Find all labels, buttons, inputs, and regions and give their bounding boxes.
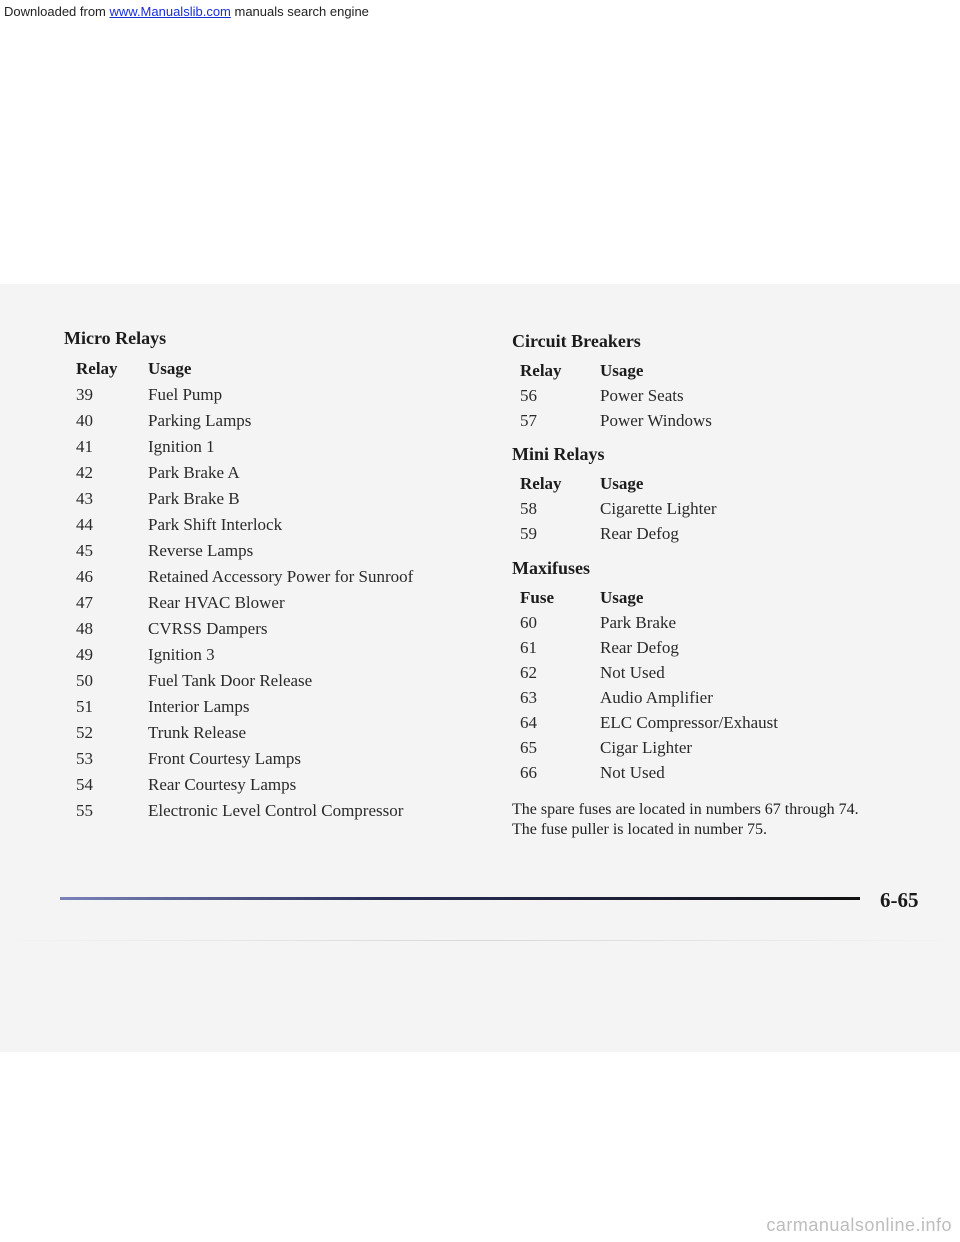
relay-usage: Retained Accessory Power for Sunroof xyxy=(148,567,414,586)
relay-usage: Power Seats xyxy=(600,386,684,405)
circuit-breakers-section xyxy=(512,331,912,431)
table-header xyxy=(64,353,464,379)
table-row xyxy=(64,743,464,769)
header-prefix: Downloaded from xyxy=(4,4,110,19)
fuse-number: 62 xyxy=(520,663,537,682)
fuse-number: 63 xyxy=(520,688,537,707)
relay-usage: Park Brake B xyxy=(148,489,240,508)
table-row xyxy=(64,379,464,405)
col-relay-header: Relay xyxy=(520,474,562,493)
relay-number: 50 xyxy=(76,671,93,690)
micro-relays-section xyxy=(64,328,464,821)
relay-usage: Fuel Tank Door Release xyxy=(148,671,313,690)
relay-number: 43 xyxy=(76,489,93,508)
micro-relays-rows xyxy=(64,379,464,821)
relay-usage: Ignition 1 xyxy=(148,437,215,456)
fuse-usage: Not Used xyxy=(600,663,665,682)
fuse-usage: Park Brake xyxy=(600,613,677,632)
table-header xyxy=(512,583,912,608)
table-row xyxy=(64,483,464,509)
table-header xyxy=(512,469,912,494)
col-usage-header: Usage xyxy=(600,588,644,607)
relay-usage: Rear HVAC Blower xyxy=(148,593,285,612)
col-usage-header: Usage xyxy=(600,474,644,493)
table-row xyxy=(64,431,464,457)
relay-usage: Electronic Level Control Compressor xyxy=(148,801,404,820)
table-row xyxy=(512,608,912,633)
relay-usage: Rear Courtesy Lamps xyxy=(148,775,297,794)
relay-number: 47 xyxy=(76,593,93,612)
relay-number: 39 xyxy=(76,385,93,404)
relay-usage: Ignition 3 xyxy=(148,645,215,664)
fuse-number: 60 xyxy=(520,613,537,632)
relay-number: 45 xyxy=(76,541,93,560)
relay-number: 46 xyxy=(76,567,93,586)
relay-usage: Cigarette Lighter xyxy=(600,499,717,518)
note-line-1: The spare fuses are located in numbers 67 through 74. xyxy=(512,801,859,818)
table-row xyxy=(64,665,464,691)
table-row xyxy=(512,683,912,708)
relay-usage: Reverse Lamps xyxy=(148,541,254,560)
page-number: 6-65 xyxy=(880,888,919,912)
table-row xyxy=(64,717,464,743)
table-row xyxy=(512,381,912,406)
relay-usage: Power Windows xyxy=(600,411,712,430)
relay-number: 53 xyxy=(76,749,93,768)
fuse-usage: Audio Amplifier xyxy=(600,688,713,707)
col-relay-header: Relay xyxy=(76,359,118,378)
table-row xyxy=(64,561,464,587)
table-row xyxy=(64,535,464,561)
relay-usage: Fuel Pump xyxy=(148,385,223,404)
relay-number: 51 xyxy=(76,697,93,716)
relay-number: 57 xyxy=(520,411,537,430)
table-row xyxy=(64,769,464,795)
table-row xyxy=(512,406,912,431)
relay-number: 41 xyxy=(76,437,93,456)
manualslib-link[interactable]: www.Manualslib.com xyxy=(109,4,231,19)
scan-line xyxy=(0,940,960,941)
footer-rule xyxy=(60,897,860,901)
section-title: Maxifuses xyxy=(512,558,590,578)
col-relay-header: Relay xyxy=(520,361,562,380)
spare-fuses-note xyxy=(512,800,932,840)
table-row xyxy=(64,587,464,613)
table-row xyxy=(64,613,464,639)
relay-number: 44 xyxy=(76,515,93,534)
col-usage-header: Usage xyxy=(148,359,192,378)
fuse-usage: Rear Defog xyxy=(600,638,679,657)
fuse-usage: Not Used xyxy=(600,763,665,782)
table-row xyxy=(512,658,912,683)
fuse-number: 66 xyxy=(520,763,537,782)
relay-number: 49 xyxy=(76,645,93,664)
fuse-number: 64 xyxy=(520,713,537,732)
relay-number: 55 xyxy=(76,801,93,820)
header-suffix: manuals search engine xyxy=(230,4,369,19)
fuse-number: 61 xyxy=(520,638,537,657)
relay-number: 59 xyxy=(520,524,537,543)
relay-number: 42 xyxy=(76,463,93,482)
col-usage-header: Usage xyxy=(600,361,644,380)
fuse-usage: Cigar Lighter xyxy=(600,738,693,757)
section-title: Mini Relays xyxy=(512,444,605,464)
table-row xyxy=(512,733,912,758)
relay-number: 48 xyxy=(76,619,93,638)
download-header xyxy=(0,0,960,24)
section-title: Micro Relays xyxy=(64,328,167,348)
table-row xyxy=(64,639,464,665)
note-line-2: The fuse puller is located in number 75. xyxy=(512,821,768,838)
relay-usage: Parking Lamps xyxy=(148,411,252,430)
relay-number: 56 xyxy=(520,386,537,405)
table-row xyxy=(512,494,912,519)
table-row xyxy=(512,708,912,733)
relay-number: 52 xyxy=(76,723,93,742)
watermark: carmanualsonline.info xyxy=(766,1215,952,1235)
col-fuse-header: Fuse xyxy=(520,588,554,607)
table-row xyxy=(512,633,912,658)
mini-relays-section xyxy=(512,444,912,544)
relay-usage: Interior Lamps xyxy=(148,697,250,716)
table-row xyxy=(64,509,464,535)
relay-number: 54 xyxy=(76,775,93,794)
table-row xyxy=(64,405,464,431)
section-title: Circuit Breakers xyxy=(512,331,641,351)
table-row xyxy=(64,795,464,821)
table-row xyxy=(512,758,912,783)
maxifuses-section xyxy=(512,558,912,783)
table-header xyxy=(512,356,912,381)
table-row xyxy=(64,457,464,483)
relay-number: 58 xyxy=(520,499,537,518)
relay-usage: Park Shift Interlock xyxy=(148,515,283,534)
table-row xyxy=(64,691,464,717)
relay-usage: CVRSS Dampers xyxy=(148,619,268,638)
fuse-number: 65 xyxy=(520,738,537,757)
relay-usage: Front Courtesy Lamps xyxy=(148,749,301,768)
relay-usage: Rear Defog xyxy=(600,524,679,543)
relay-usage: Park Brake A xyxy=(148,463,240,482)
table-row xyxy=(512,519,912,544)
relay-number: 40 xyxy=(76,411,93,430)
fuse-usage: ELC Compressor/Exhaust xyxy=(600,713,779,732)
relay-usage: Trunk Release xyxy=(148,723,247,742)
